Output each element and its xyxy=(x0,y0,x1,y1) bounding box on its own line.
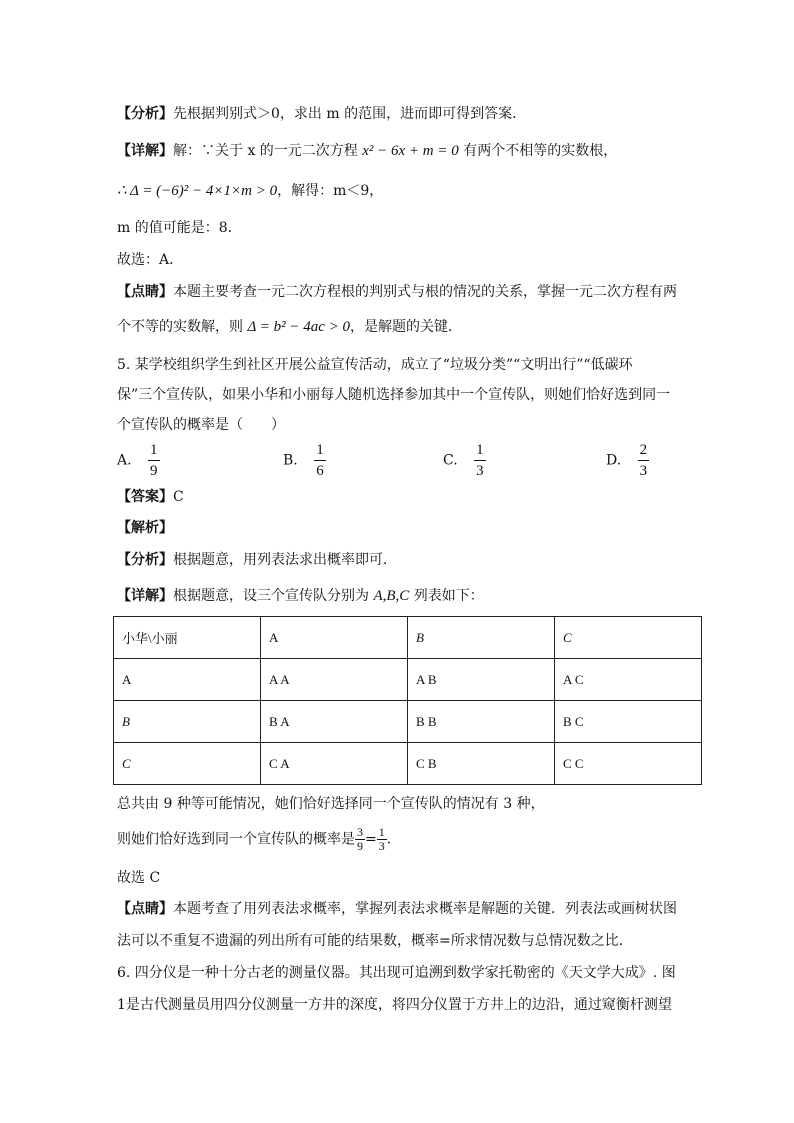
option-fraction xyxy=(148,440,160,481)
option-c xyxy=(443,440,486,481)
table-row xyxy=(114,701,702,743)
table-cell: A B xyxy=(408,659,555,701)
table-cell: A C xyxy=(555,659,702,701)
table-cell: C B xyxy=(408,743,555,785)
q5-detail-tag: 【详解】 xyxy=(117,588,173,604)
denominator: 3 xyxy=(476,463,484,479)
answer-value: C xyxy=(173,489,184,505)
summary-tag: 【点睛】 xyxy=(117,284,173,300)
outcome-table xyxy=(113,616,702,785)
summary-text: 本题主要考查一元二次方程根的判别式与根的情况的关系，掌握一元二次方程有两 xyxy=(173,284,677,300)
delta-condition: Δ = b² − 4ac > 0 xyxy=(247,319,351,335)
option-label: A. xyxy=(117,452,132,469)
table-cell: C xyxy=(555,617,702,659)
team-variables: A,B,C xyxy=(373,588,410,604)
table-cell: A xyxy=(114,659,261,701)
question-5-line-2: 保”三个宣传队，如果小华和小丽每人随机选择参加其中一个宣传队，则她们恰好选到同一 xyxy=(117,387,671,403)
discriminant-result: ，解得：m＜9， xyxy=(277,183,384,199)
explanation-heading: 【解析】 xyxy=(117,520,173,536)
option-fraction xyxy=(474,440,486,481)
detail-post: 有两个不相等的实数根， xyxy=(458,143,618,159)
q5-summary-line-1 xyxy=(117,899,677,919)
detail-line xyxy=(117,141,617,161)
option-fraction xyxy=(314,440,326,481)
numerator: 1 xyxy=(148,440,160,461)
denominator: 3 xyxy=(378,839,385,853)
option-label: D. xyxy=(606,452,622,469)
discriminant-line xyxy=(117,181,383,201)
table-cell: C xyxy=(114,743,261,785)
table-cell: B C xyxy=(555,701,702,743)
table-cell: B xyxy=(114,701,261,743)
q5-detail-post: 列表如下： xyxy=(409,588,484,604)
q5-summary-text: 本题考查了用列表法求概率，掌握列表法求概率是解题的关键．列表法或画树状图 xyxy=(173,901,677,917)
option-d xyxy=(606,440,649,481)
q5-analysis-tag: 【分析】 xyxy=(117,552,173,568)
table-cell: B B xyxy=(408,701,555,743)
table-cell: C C xyxy=(555,743,702,785)
numerator: 1 xyxy=(314,440,326,461)
summary-line-1 xyxy=(117,282,677,302)
analysis-text: 先根据判别式＞0，求出 m 的范围，进而即可得到答案． xyxy=(173,106,527,122)
table-cell: C A xyxy=(261,743,408,785)
detail-pre: 解：∵关于 x 的一元二次方程 xyxy=(173,143,363,159)
question-6-line-1: 6. 四分仪是一种十分古老的测量仪器。其出现可追溯到数学家托勒密的《天文学大成》. 图 xyxy=(117,965,676,981)
denominator: 9 xyxy=(357,839,363,853)
table-cell: A A xyxy=(261,659,408,701)
option-label: B. xyxy=(283,452,298,469)
q5-analysis-text: 根据题意，用列表法求出概率即可． xyxy=(173,552,397,568)
discriminant-equation: ∴ Δ = (−6)² − 4×1×m > 0 xyxy=(117,183,278,199)
answer-line xyxy=(117,487,184,507)
q5-detail-text: 根据题意，设三个宣传队分别为 xyxy=(173,588,374,604)
q5-summary-tag: 【点睛】 xyxy=(117,901,173,917)
table-row xyxy=(114,743,702,785)
fraction-one-third xyxy=(377,826,387,853)
denominator: 6 xyxy=(316,463,324,479)
probability-pre: 则她们恰好选到同一个宣传队的概率是 xyxy=(117,831,355,848)
detail-tag: 【详解】 xyxy=(117,143,173,159)
question-6-line-2: 1是古代测量员用四分仪测量一方井的深度，将四分仪置于方井上的边沿，通过窥衡杆测望 xyxy=(117,997,672,1013)
summary-post: ，是解题的关键． xyxy=(350,319,463,335)
option-a xyxy=(117,440,160,481)
option-label: C. xyxy=(443,452,458,469)
choice-line: 故选：A． xyxy=(117,252,184,268)
analysis-line xyxy=(117,104,526,124)
table-row xyxy=(114,659,702,701)
summary-pre: 个不等的实数解，则 xyxy=(117,319,248,335)
option-fraction xyxy=(638,440,650,481)
equation: x² − 6x + m = 0 xyxy=(362,143,459,159)
summary-line-2 xyxy=(117,317,462,337)
table-cell: 小华\小丽 xyxy=(114,617,261,659)
table-cell: A xyxy=(261,617,408,659)
q5-summary-line-2: 法可以不重复不遗漏的列出所有可能的结果数，概率=所求情况数与总情况数之比． xyxy=(117,933,633,949)
answer-tag: 【答案】 xyxy=(117,489,173,505)
table-row xyxy=(114,617,702,659)
numerator: 1 xyxy=(474,440,486,461)
numerator: 2 xyxy=(638,440,650,461)
probability-post: ． xyxy=(386,831,401,848)
equals-sign: = xyxy=(365,831,377,848)
analysis-tag: 【分析】 xyxy=(117,106,173,122)
option-b xyxy=(283,440,326,481)
denominator: 3 xyxy=(639,463,648,479)
q5-analysis-line xyxy=(117,550,397,570)
total-cases-line: 总共由 9 种等可能情况，她们恰好选择同一个宣传队的情况有 3 种， xyxy=(117,796,545,812)
denominator: 9 xyxy=(150,463,158,479)
q5-detail-line xyxy=(117,586,484,606)
numerator: 1 xyxy=(378,825,385,839)
table-cell: B xyxy=(408,617,555,659)
question-5-line-1: 5. 某学校组织学生到社区开展公益宣传活动，成立了“垃圾分类”“文明出行”“低碳环 xyxy=(117,357,633,373)
fraction-three-ninths xyxy=(355,826,365,853)
q5-choice-line: 故选 C xyxy=(117,870,161,886)
m-value-line: m 的值可能是：8． xyxy=(117,220,242,236)
probability-line xyxy=(117,826,401,853)
table-cell: B A xyxy=(261,701,408,743)
question-5-line-3: 个宣传队的概率是（ ） xyxy=(117,417,285,433)
numerator: 3 xyxy=(357,825,363,839)
